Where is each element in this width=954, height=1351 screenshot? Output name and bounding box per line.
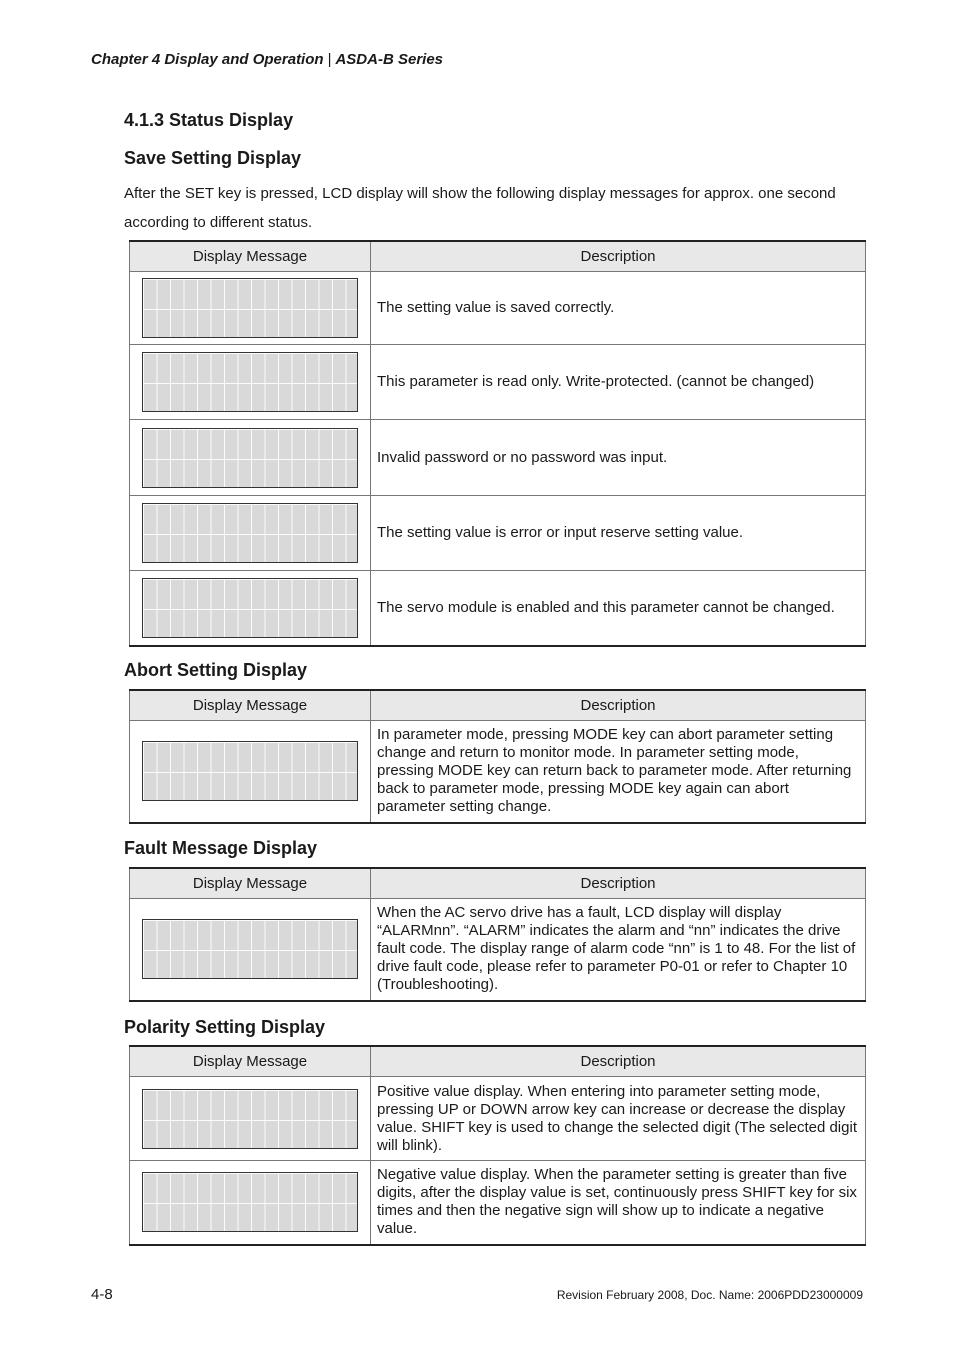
table-header-row [130, 690, 866, 721]
lcd-display [142, 1089, 358, 1149]
lcd-display [142, 352, 358, 412]
fault-title: Fault Message Display [124, 838, 318, 858]
column-header-description: Description [371, 690, 866, 721]
column-header-display: Display Message [130, 690, 371, 721]
page-header [91, 51, 443, 68]
column-header-display: Display Message [130, 868, 371, 899]
table-row [130, 899, 866, 1001]
table-header-row [130, 868, 866, 899]
lcd-display [142, 278, 358, 338]
description-cell: This parameter is read only. Write-protected. (cannot be changed) [371, 345, 866, 420]
save-table [129, 240, 866, 647]
header-separator: | [327, 51, 332, 68]
fault-table [129, 867, 866, 1002]
description-cell: In parameter mode, pressing MODE key can abort parameter setting change and return to monitor mode. In parameter setting mode, pressing MODE key can return back to parameter mode. After returning back to parameter mode, pressing MODE key again can abort parameter setting change. [371, 721, 866, 823]
description-cell: The setting value is error or input reserve setting value. [371, 496, 866, 571]
lcd-display [142, 503, 358, 563]
table-row [130, 1077, 866, 1161]
column-header-description: Description [371, 1046, 866, 1077]
abort-title: Abort Setting Display [124, 660, 308, 680]
lcd-display [142, 919, 358, 979]
polarity-table [129, 1045, 866, 1246]
header-series: ASDA-B Series [335, 51, 444, 68]
lcd-display [142, 578, 358, 638]
revision-note: Revision February 2008, Doc. Name: 2006PDD23000009 [556, 1288, 863, 1302]
save-intro: After the SET key is pressed, LCD display will show the following display messages for approx. one second according to different status. [124, 185, 836, 231]
header-chapter: Chapter 4 Display and Operation [91, 51, 324, 68]
table-row [130, 721, 866, 823]
table-row [130, 272, 866, 345]
table-header-row [130, 241, 866, 272]
description-cell: The servo module is enabled and this parameter cannot be changed. [371, 571, 866, 646]
description-cell: Invalid password or no password was input. [371, 420, 866, 496]
table-row [130, 420, 866, 496]
table-row [130, 571, 866, 646]
save-title: Save Setting Display [124, 148, 302, 168]
description-cell: The setting value is saved correctly. [371, 272, 866, 345]
table-row [130, 1161, 866, 1245]
lcd-display [142, 741, 358, 801]
page-number: 4-8 [91, 1286, 113, 1303]
column-header-description: Description [371, 241, 866, 272]
abort-table [129, 689, 866, 824]
column-header-display: Display Message [130, 1046, 371, 1077]
column-header-display: Display Message [130, 241, 371, 272]
description-cell: Negative value display. When the parameter setting is greater than five digits, after the display value is set, continuously press SHIFT key for six times and then the negative sign will show up to indicate a negative value. [371, 1161, 866, 1245]
description-cell: When the AC servo drive has a fault, LCD display will display “ALARMnn”. “ALARM” indicates the alarm and “nn” indicates the drive fault code. The display range of alarm code “nn” is 1 to 48. For the list of drive fault code, please refer to parameter P0-01 or refer to Chapter 10 (Troubleshooting). [371, 899, 866, 1001]
polarity-title: Polarity Setting Display [124, 1017, 326, 1037]
table-header-row [130, 1046, 866, 1077]
lcd-display [142, 428, 358, 488]
section-title: 4.1.3 Status Display [124, 110, 294, 130]
table-row [130, 345, 866, 420]
table-row [130, 496, 866, 571]
lcd-display [142, 1172, 358, 1232]
description-cell: Positive value display. When entering into parameter setting mode, pressing UP or DOWN arrow key can increase or decrease the display value. SHIFT key is used to change the selected digit (The selected digit will blink). [371, 1077, 866, 1161]
column-header-description: Description [371, 868, 866, 899]
